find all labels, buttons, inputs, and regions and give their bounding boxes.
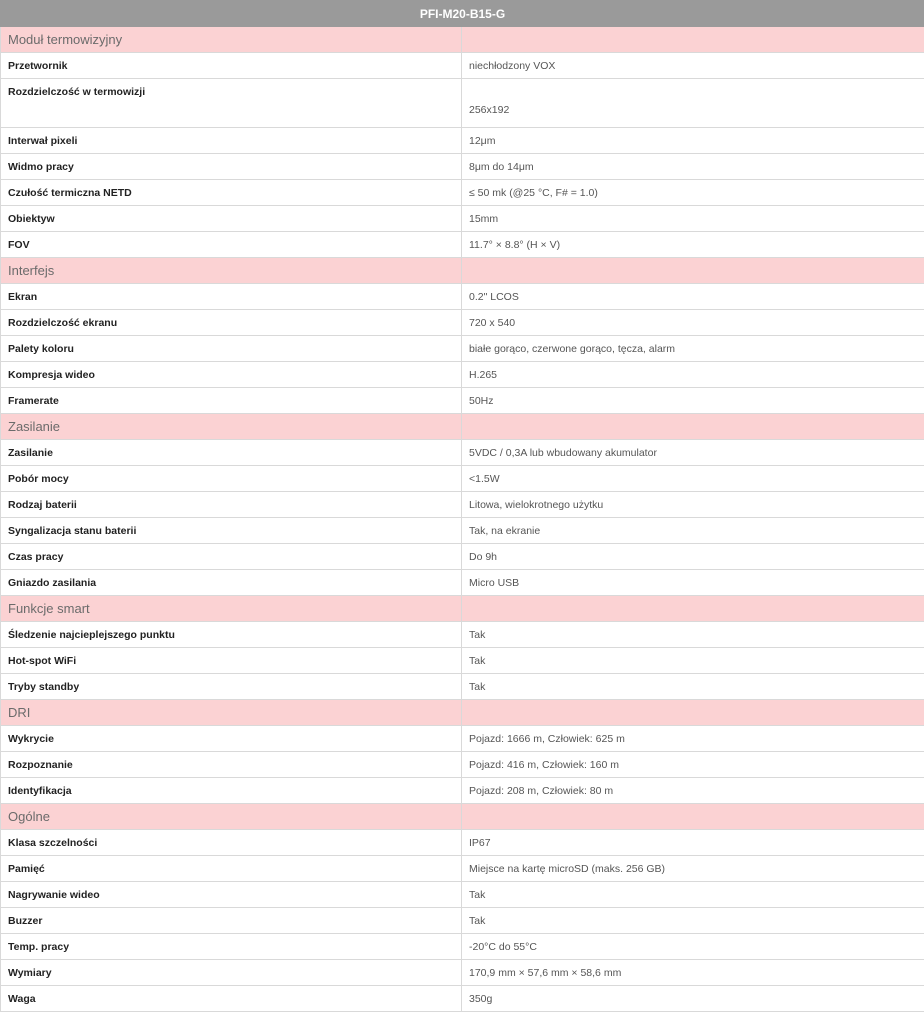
table-row [1, 440, 924, 466]
spec-label: Gniazdo zasilania [1, 570, 462, 596]
spec-table-body [1, 27, 924, 1012]
spec-value: -20°C do 55°C [462, 934, 924, 960]
spec-value: Tak [462, 622, 924, 648]
table-row [1, 53, 924, 79]
table-row [1, 752, 924, 778]
section-title: Zasilanie [1, 414, 462, 440]
table-row [1, 960, 924, 986]
spec-value: białe gorąco, czerwone gorąco, tęcza, alarm [462, 336, 924, 362]
spec-value: Pojazd: 416 m, Człowiek: 160 m [462, 752, 924, 778]
section-header-row [1, 27, 924, 53]
spec-label: Temp. pracy [1, 934, 462, 960]
spec-label: Framerate [1, 388, 462, 414]
spec-label: Nagrywanie wideo [1, 882, 462, 908]
table-row [1, 856, 924, 882]
spec-value: Do 9h [462, 544, 924, 570]
spec-value: Micro USB [462, 570, 924, 596]
table-row [1, 778, 924, 804]
table-row [1, 232, 924, 258]
spec-value: 50Hz [462, 388, 924, 414]
table-row [1, 310, 924, 336]
table-row [1, 570, 924, 596]
spec-value: Pojazd: 208 m, Człowiek: 80 m [462, 778, 924, 804]
spec-label: Kompresja wideo [1, 362, 462, 388]
table-row [1, 128, 924, 154]
table-row [1, 830, 924, 856]
spec-label: Hot-spot WiFi [1, 648, 462, 674]
table-row [1, 284, 924, 310]
section-spacer [462, 804, 924, 830]
spec-label: Obiektyw [1, 206, 462, 232]
spec-value: Tak, na ekranie [462, 518, 924, 544]
spec-value: 0.2" LCOS [462, 284, 924, 310]
spec-label: Buzzer [1, 908, 462, 934]
table-row [1, 934, 924, 960]
spec-value: Tak [462, 882, 924, 908]
spec-value: ≤ 50 mk (@25 °C, F# = 1.0) [462, 180, 924, 206]
table-row [1, 648, 924, 674]
table-title-row [1, 1, 924, 27]
spec-value: 170,9 mm × 57,6 mm × 58,6 mm [462, 960, 924, 986]
section-header-row [1, 596, 924, 622]
spec-label: Przetwornik [1, 53, 462, 79]
table-row [1, 518, 924, 544]
table-row [1, 544, 924, 570]
table-row [1, 882, 924, 908]
spec-value: <1.5W [462, 466, 924, 492]
spec-value: 5VDC / 0,3A lub wbudowany akumulator [462, 440, 924, 466]
table-row [1, 362, 924, 388]
table-row [1, 726, 924, 752]
spec-value: Pojazd: 1666 m, Człowiek: 625 m [462, 726, 924, 752]
spec-label: Widmo pracy [1, 154, 462, 180]
spec-label: Interwał pixeli [1, 128, 462, 154]
section-header-row [1, 414, 924, 440]
spec-value: 15mm [462, 206, 924, 232]
section-spacer [462, 258, 924, 284]
section-title: Moduł termowizyjny [1, 27, 462, 53]
spec-label: Rozpoznanie [1, 752, 462, 778]
spec-value: IP67 [462, 830, 924, 856]
spec-value: 350g [462, 986, 924, 1012]
spec-label: Waga [1, 986, 462, 1012]
spec-value: Miejsce na kartę microSD (maks. 256 GB) [462, 856, 924, 882]
spec-value: Litowa, wielokrotnego użytku [462, 492, 924, 518]
table-row [1, 986, 924, 1012]
table-row [1, 154, 924, 180]
table-row [1, 206, 924, 232]
table-row [1, 79, 924, 128]
spec-label: Czas pracy [1, 544, 462, 570]
spec-value: 720 x 540 [462, 310, 924, 336]
table-row [1, 674, 924, 700]
spec-value: 11.7° × 8.8° (H × V) [462, 232, 924, 258]
spec-label: Zasilanie [1, 440, 462, 466]
table-row [1, 180, 924, 206]
spec-label: Ekran [1, 284, 462, 310]
section-title: Interfejs [1, 258, 462, 284]
section-spacer [462, 27, 924, 53]
spec-label: Rodzaj baterii [1, 492, 462, 518]
section-title: Funkcje smart [1, 596, 462, 622]
spec-label: Śledzenie najcieplejszego punktu [1, 622, 462, 648]
spec-value: 12μm [462, 128, 924, 154]
table-row [1, 908, 924, 934]
table-row [1, 388, 924, 414]
section-header-row [1, 258, 924, 284]
table-row [1, 622, 924, 648]
spec-label: Pamięć [1, 856, 462, 882]
spec-value: 8μm do 14μm [462, 154, 924, 180]
spec-value: 256x192 [462, 79, 924, 128]
spec-value: Tak [462, 674, 924, 700]
spec-label: Identyfikacja [1, 778, 462, 804]
section-title: DRI [1, 700, 462, 726]
section-header-row [1, 700, 924, 726]
spec-label: Syngalizacja stanu baterii [1, 518, 462, 544]
table-row [1, 336, 924, 362]
spec-value: niechłodzony VOX [462, 53, 924, 79]
spec-label: Tryby standby [1, 674, 462, 700]
section-spacer [462, 414, 924, 440]
table-row [1, 466, 924, 492]
section-spacer [462, 700, 924, 726]
spec-value: Tak [462, 648, 924, 674]
spec-label: Rozdzielczość w termowizji [1, 79, 462, 128]
section-title: Ogólne [1, 804, 462, 830]
table-title: PFI-M20-B15-G [1, 1, 924, 27]
table-row [1, 492, 924, 518]
spec-label: Wykrycie [1, 726, 462, 752]
spec-label: FOV [1, 232, 462, 258]
section-spacer [462, 596, 924, 622]
spec-label: Klasa szczelności [1, 830, 462, 856]
spec-label: Czułość termiczna NETD [1, 180, 462, 206]
spec-label: Palety koloru [1, 336, 462, 362]
spec-value: Tak [462, 908, 924, 934]
spec-label: Wymiary [1, 960, 462, 986]
section-header-row [1, 804, 924, 830]
spec-label: Rozdzielczość ekranu [1, 310, 462, 336]
spec-label: Pobór mocy [1, 466, 462, 492]
spec-value: H.265 [462, 362, 924, 388]
